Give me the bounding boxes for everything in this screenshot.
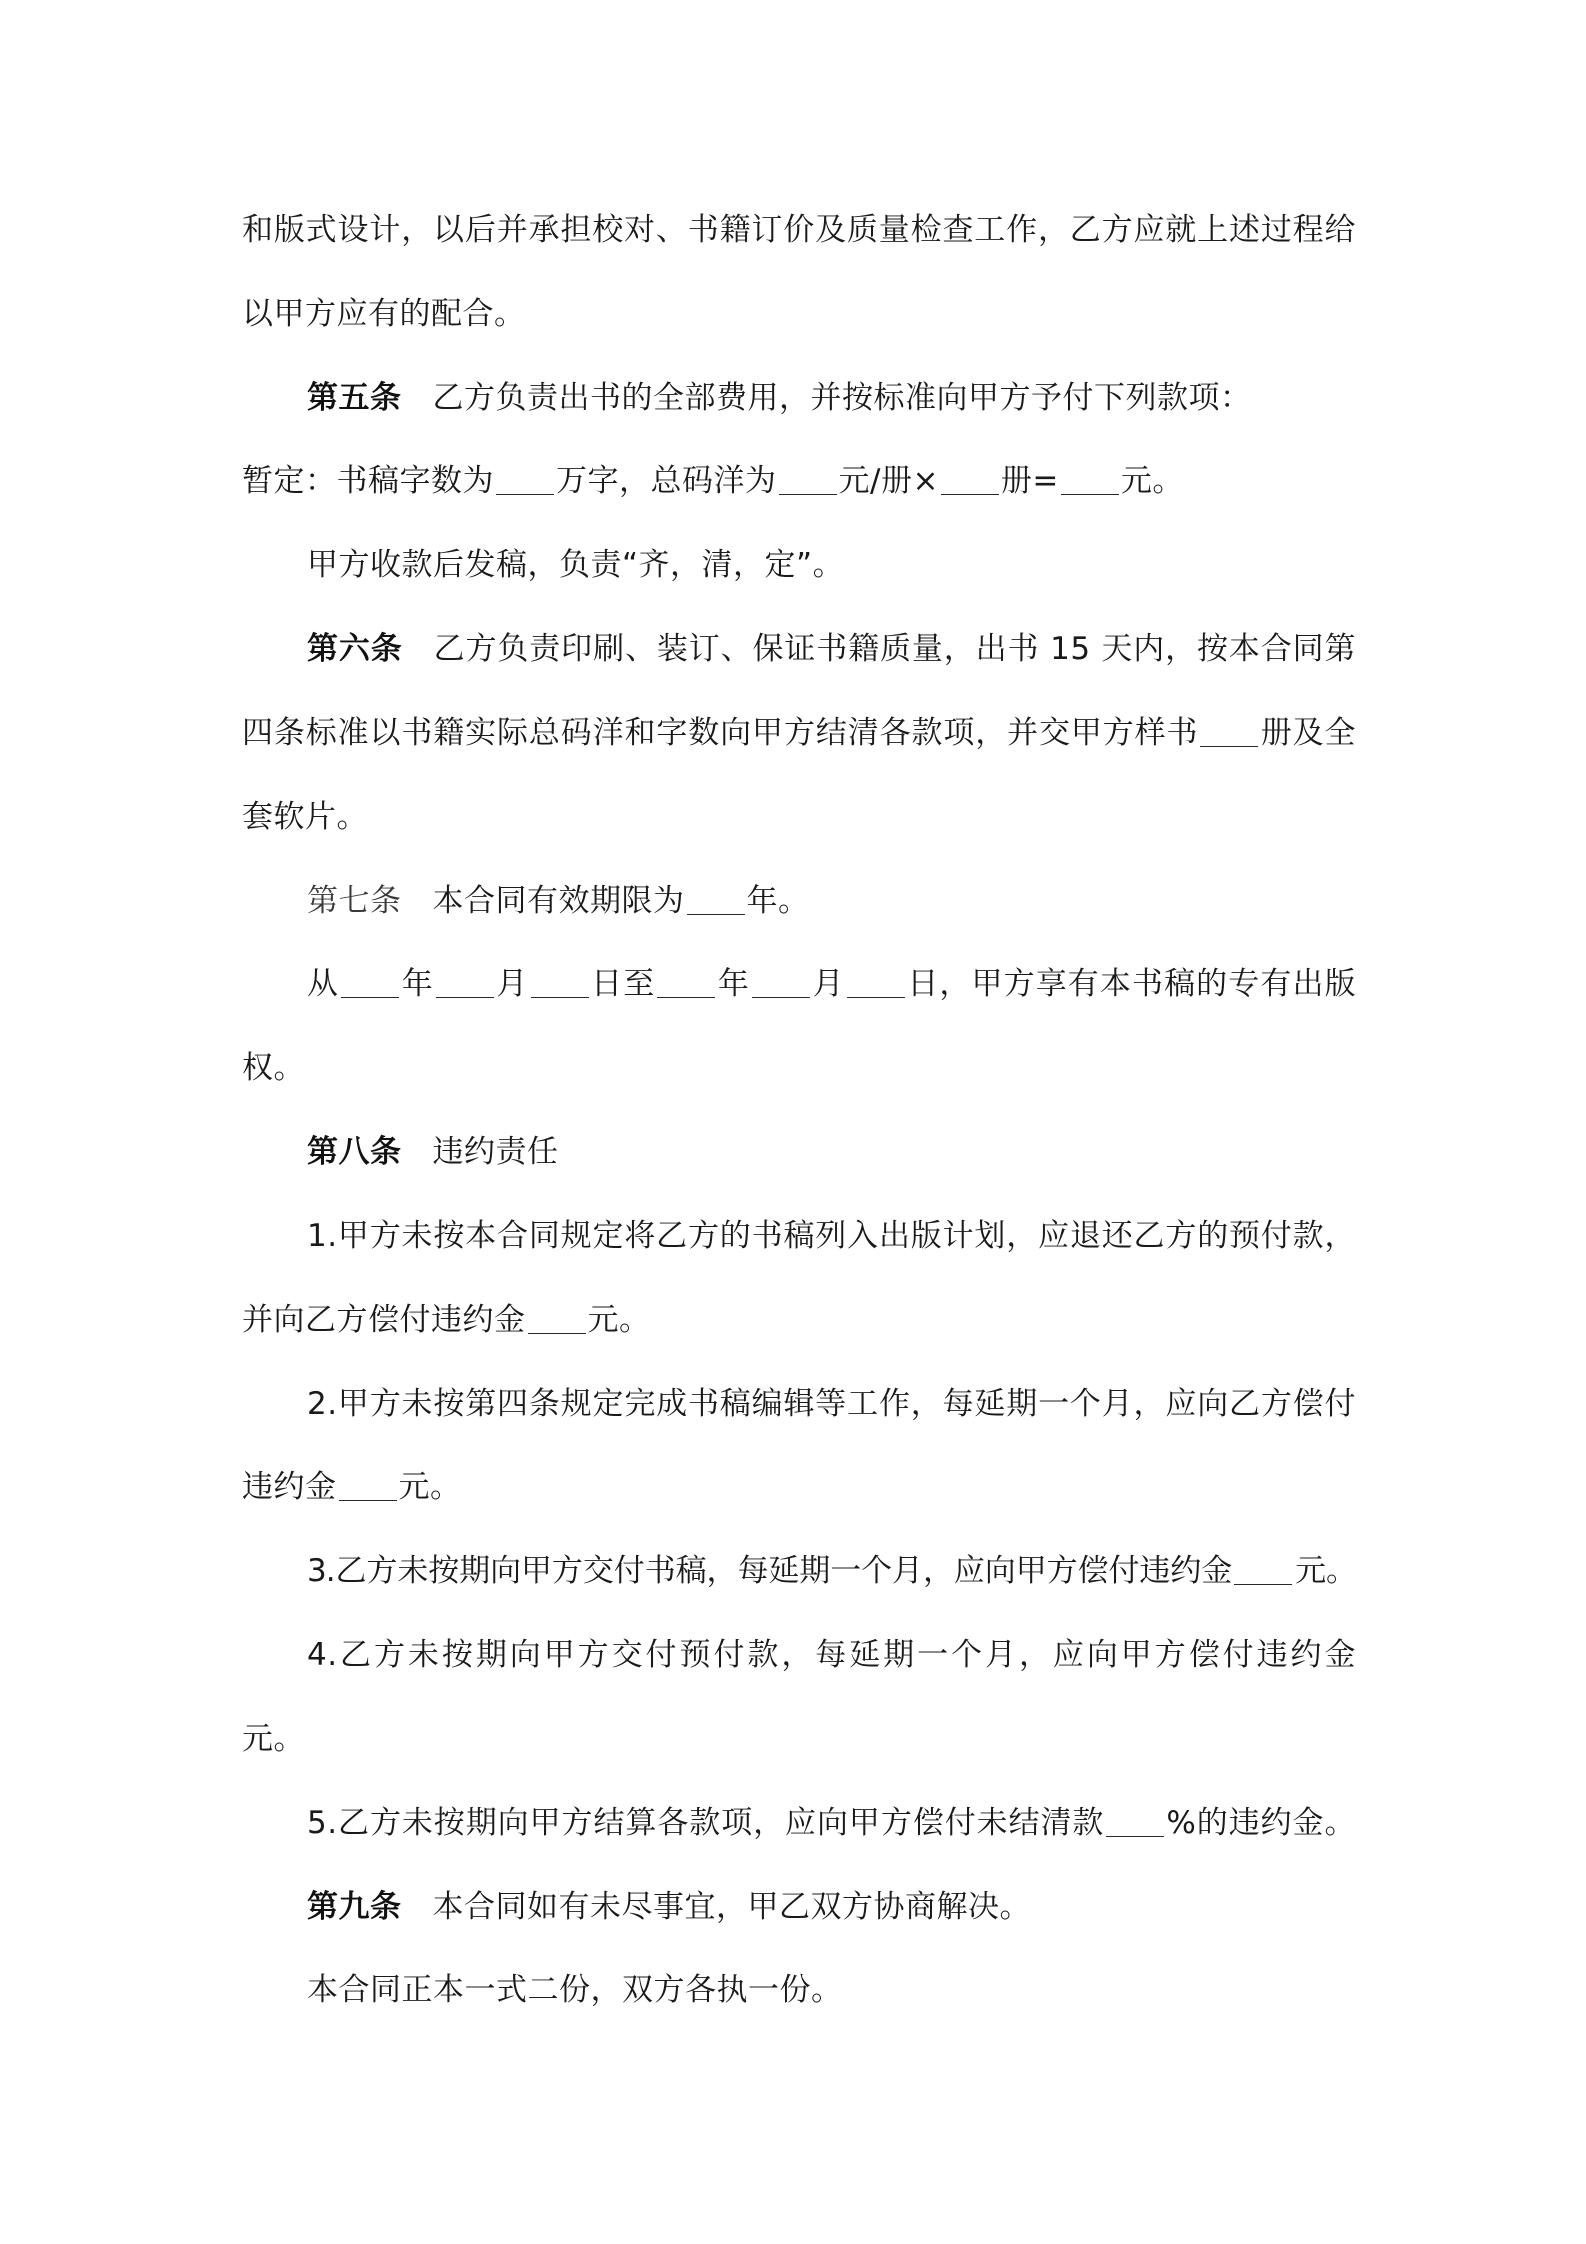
clause-text: 2.甲方未按第四条规定完成书稿编辑等工作，每延期一个月，应向乙方偿付 [307,1385,1356,1422]
clause-text: 元。 [398,1469,462,1506]
fill-blank [847,967,905,998]
clause-text: 并向乙方偿付违约金 [242,1301,526,1338]
article7-text: 本合同有效期限为 [432,882,685,919]
article4-line-2 [242,273,1356,357]
period-text: 月 [812,966,845,1003]
fill-blank [1200,716,1258,747]
provisional-text: 万字，总码洋为 [556,463,777,500]
clause-text: 元。 [1294,1553,1357,1590]
article7-heading: 第七条 [307,882,402,919]
clause-text: 元。 [242,1720,305,1757]
article5-line [242,357,1356,441]
clause-text: 4.乙方未按期向甲方交付预付款，每延期一个月，应向甲方偿付违约金 [307,1637,1356,1674]
clause-5-line-1 [242,1782,1356,1866]
article5-heading: 第五条 [307,379,402,416]
article7-period-line [242,943,1356,1027]
article5-note-line [242,524,1356,608]
article6-text: 册及全 [1260,714,1357,751]
fill-blank [1106,1806,1164,1837]
article6-heading: 第六条 [307,631,403,668]
article5-text: 乙方负责出书的全部费用，并按标准向甲方予付下列款项： [432,379,1252,416]
article6-text: 四条标准以书籍实际总码洋和字数向甲方结清各款项，并交甲方样书 [242,714,1199,751]
period-text: 日至 [590,966,656,1003]
clause-2-line-1 [242,1363,1356,1447]
article5-provisional-line [242,440,1356,524]
fill-blank [941,464,999,495]
article9-heading: 第九条 [307,1888,402,1925]
fill-blank [528,1303,586,1334]
clause-1-line-1 [242,1195,1356,1279]
article4-line-1 [242,189,1356,273]
article9-copies-line [242,1949,1356,2033]
fill-blank [1061,464,1119,495]
clause-1-line-2 [242,1279,1356,1363]
fill-blank [1234,1554,1292,1585]
article6-line-2 [242,692,1356,776]
period-text: 日，甲方享有本书稿的专有出版 [906,966,1357,1003]
period-text: 年 [401,966,434,1003]
clause-2-line-2 [242,1446,1356,1530]
provisional-text: 元。 [1120,463,1184,500]
provisional-text: 暂定：书稿字数为 [242,463,494,500]
clause-text: 元。 [587,1301,651,1338]
clause-text: 5.乙方未按期向甲方结算各款项，应向甲方偿付未结清款 [307,1804,1105,1841]
period-text: 年 [717,966,751,1003]
period-text: 权。 [242,1050,305,1087]
article7-line [242,860,1356,944]
fill-blank [531,967,589,998]
article8-title: 违约责任 [432,1134,559,1171]
article4-text: 以甲方应有的配合。 [242,295,526,332]
fill-blank [341,967,399,998]
article8-heading-line [242,1111,1356,1195]
fill-blank [752,967,810,998]
period-text: 从 [307,966,340,1003]
article6-line-3 [242,776,1356,860]
clause-text: %的违约金。 [1166,1804,1356,1841]
article8-heading: 第八条 [307,1134,402,1171]
fill-blank [657,967,715,998]
fill-blank [779,464,837,495]
fill-blank [496,464,554,495]
clause-text: 1.甲方未按本合同规定将乙方的书稿列入出版计划，应退还乙方的预付款， [307,1217,1356,1254]
clause-text: 违约金 [242,1469,337,1506]
fill-blank [436,967,494,998]
article6-line-1 [242,608,1356,692]
article5-note: 甲方收款后发稿，负责“齐，清，定”。 [307,547,845,584]
clause-4-line-1 [242,1614,1356,1698]
fill-blank [687,884,745,915]
clause-text: 3.乙方未按期向甲方交付书稿，每延期一个月，应向甲方偿付违约金 [307,1553,1233,1590]
article4-text: 和版式设计，以后并承担校对、书籍订价及质量检查工作，乙方应就上述过程给 [242,212,1356,248]
contract-body [242,189,1356,2033]
provisional-text: 册= [1000,463,1059,500]
article7-text: 年。 [746,882,810,919]
article9-copies: 本合同正本一式二份，双方各执一份。 [307,1972,843,2009]
fill-blank [339,1470,397,1501]
article6-text: 套软片。 [242,798,368,835]
provisional-text: 元/册× [838,463,939,500]
article7-period-end-line [242,1027,1356,1111]
article6-text: 乙方负责印刷、装订、保证书籍质量，出书 15 天内，按本合同第 [433,631,1357,668]
clause-3-line-1 [242,1530,1356,1614]
period-text: 月 [495,966,529,1003]
article9-text: 本合同如有未尽事宜，甲乙双方协商解决。 [432,1888,1031,1925]
clause-4-line-2 [242,1698,1356,1782]
article9-line [242,1866,1356,1950]
